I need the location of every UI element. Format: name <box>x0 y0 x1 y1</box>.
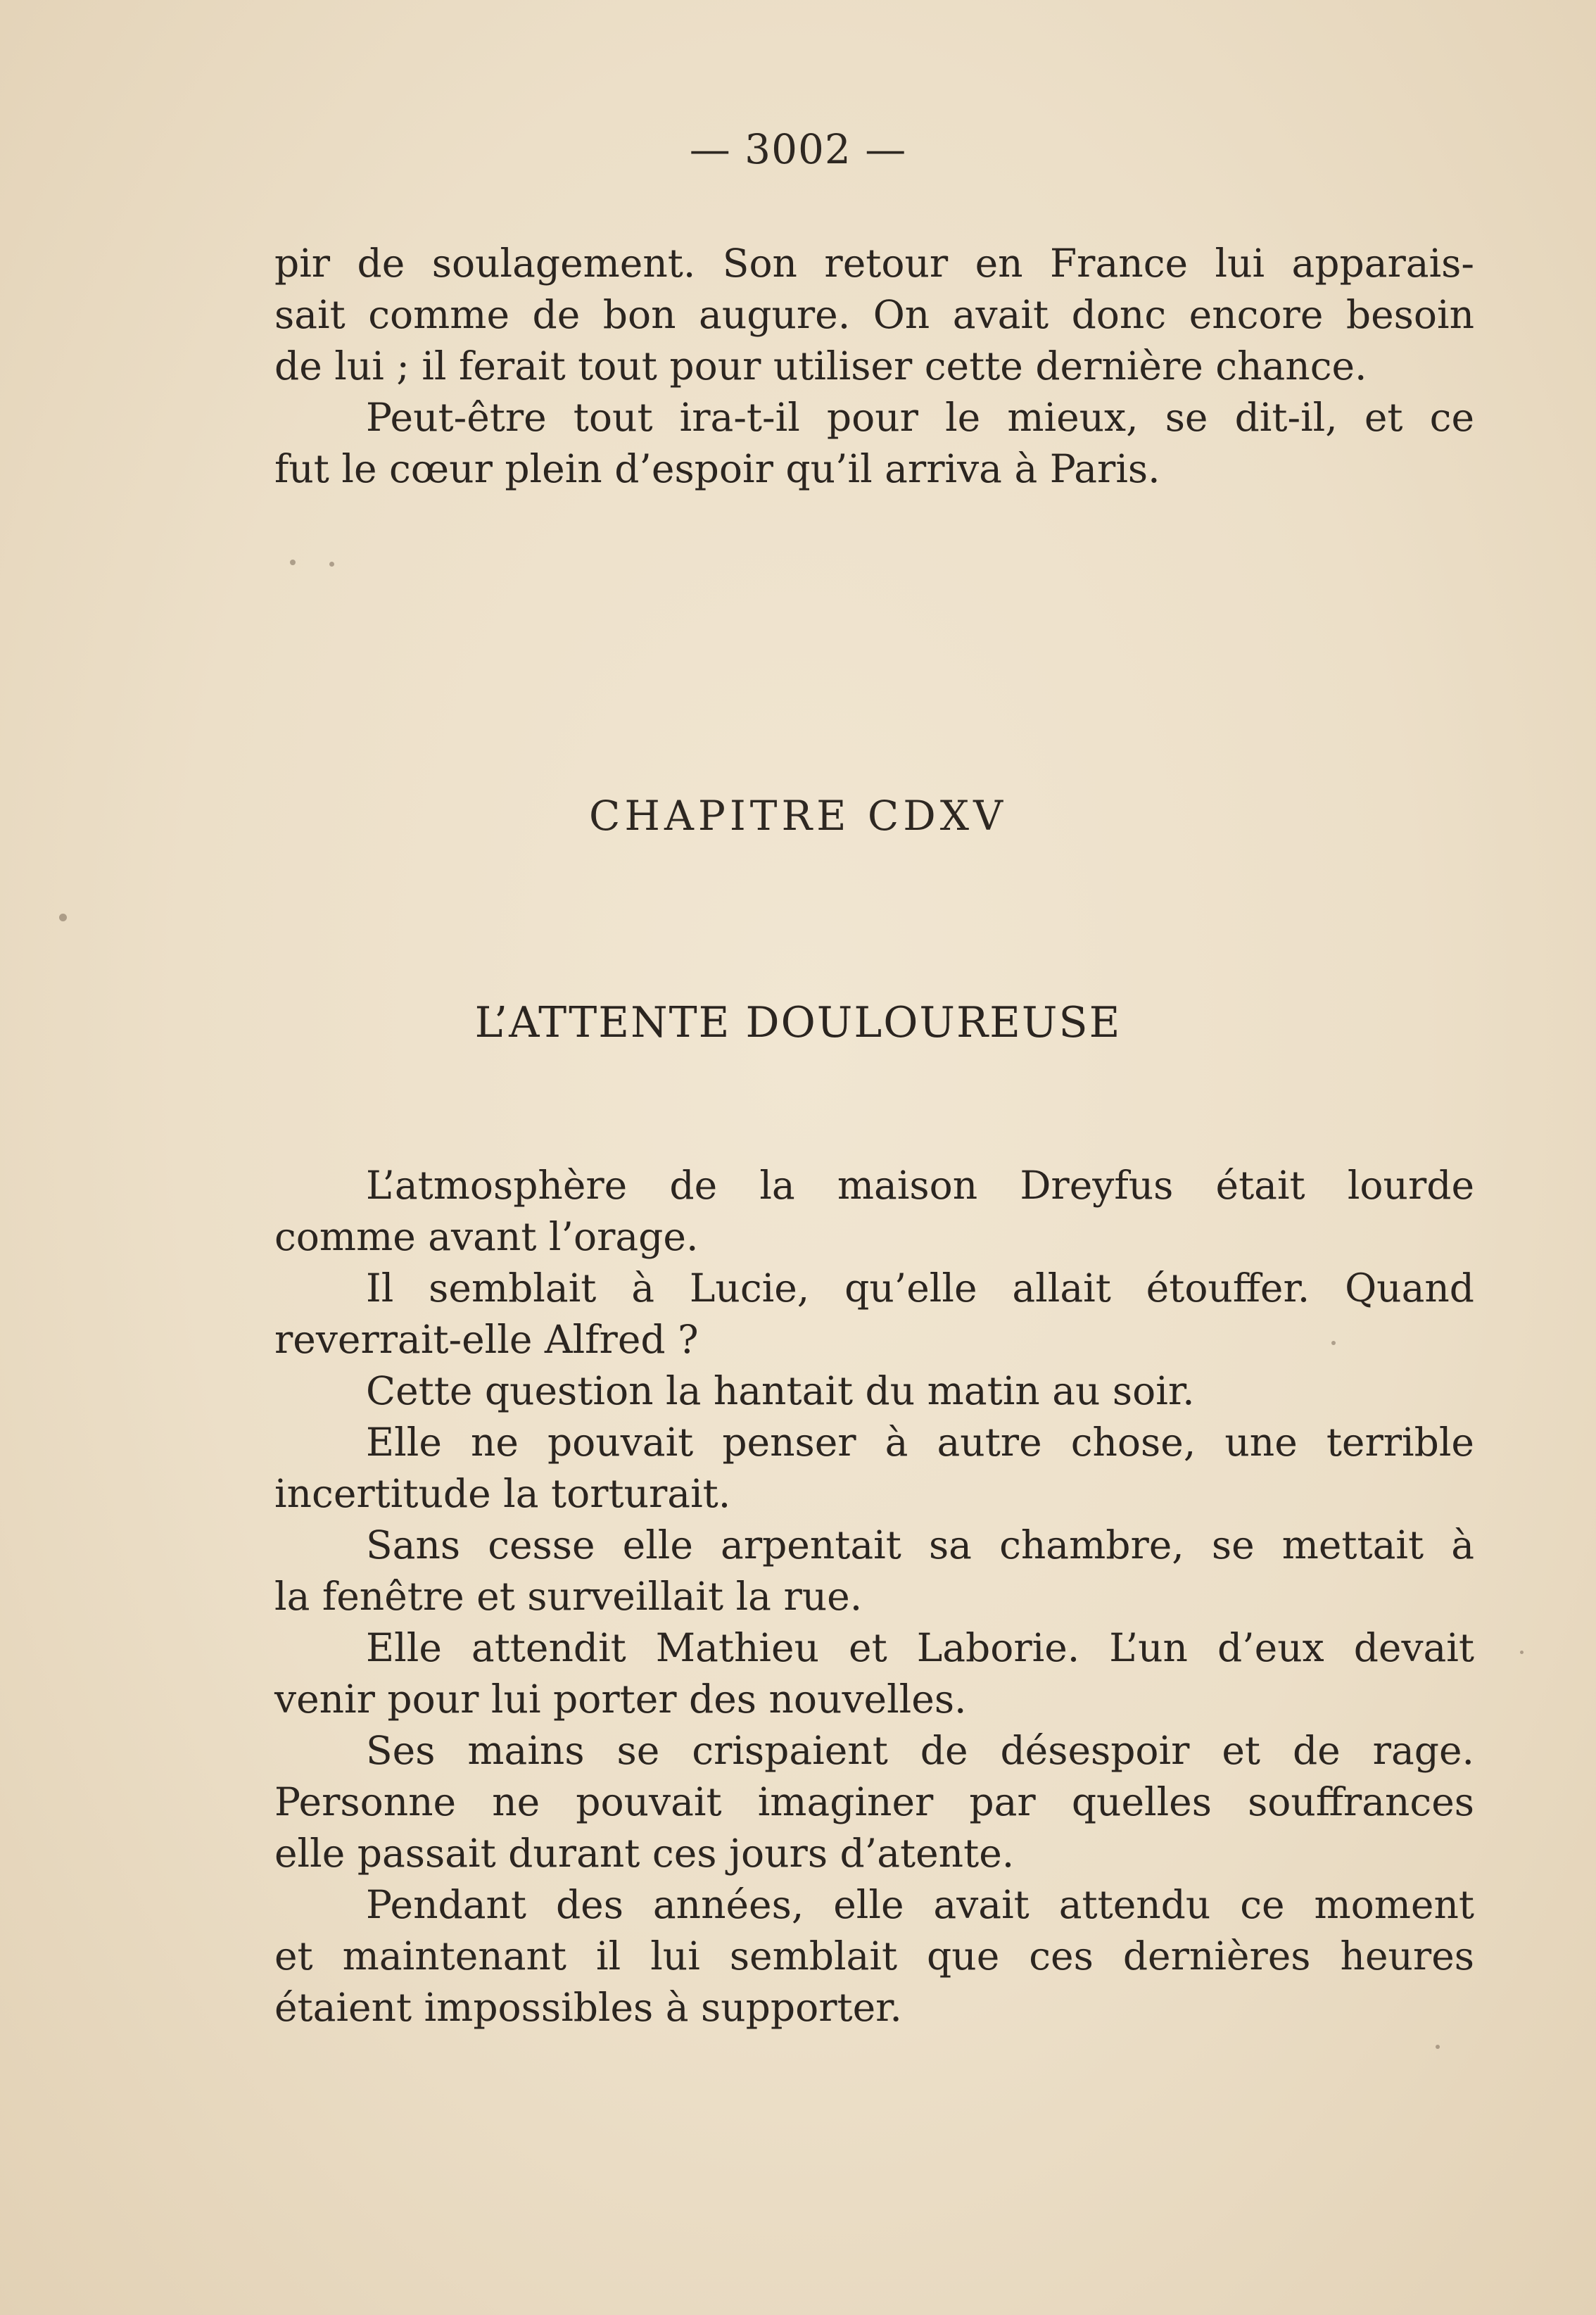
text-line: elle passait durant ces jours d’atente. <box>274 1831 1015 1876</box>
text-line: reverrait-elle Alfred ? <box>274 1317 699 1362</box>
text-line: Elle ne pouvait penser à autre chose, une terrible <box>366 1420 1474 1465</box>
text-line: fut le cœur plein d’espoir qu’il arriva à Paris. <box>274 446 1160 491</box>
paper-speck <box>1436 2045 1440 2049</box>
text-line: Cette question la hantait du matin au soir. <box>366 1368 1195 1413</box>
paper-speck <box>1331 1341 1336 1345</box>
text-line: venir pour lui porter des nouvelles. <box>274 1677 967 1722</box>
paper-speck <box>1520 1651 1524 1654</box>
continuation-text <box>274 238 1474 495</box>
text-line: comme avant l’orage. <box>274 1214 699 1259</box>
text-line: Personne ne pouvait imaginer par quelles souffrances <box>274 1779 1474 1824</box>
paper-speck <box>329 562 334 567</box>
text-line: de lui ; il ferait tout pour utiliser cette dernière chance. <box>274 343 1367 389</box>
chapter-number: CHAPITRE CDXV <box>589 792 1007 840</box>
text-line: L’atmosphère de la maison Dreyfus était lourde <box>366 1163 1474 1208</box>
paper-speck <box>290 560 296 565</box>
text-line: Pendant des années, elle avait attendu ce moment <box>366 1882 1474 1927</box>
chapter-title: L’ATTENTE DOULOUREUSE <box>474 998 1122 1047</box>
text-line: et maintenant il lui semblait que ces dernières heures <box>274 1934 1474 1979</box>
paper-speck <box>59 914 67 921</box>
text-line: Sans cesse elle arpentait sa chambre, se mettait à <box>366 1522 1474 1567</box>
text-line: incertitude la torturait. <box>274 1471 731 1516</box>
page-number: — 3002 — <box>689 125 907 173</box>
text-line: étaient impossibles à supporter. <box>274 1985 902 2030</box>
text-line: pir de soulagement. Son retour en France lui apparais- <box>274 241 1474 286</box>
chapter-body <box>274 1160 1474 2033</box>
text-line: Il semblait à Lucie, qu’elle allait étouffer. Quand <box>366 1266 1474 1311</box>
text-line: Ses mains se crispaient de désespoir et de rage. <box>366 1728 1474 1773</box>
text-line: Peut-être tout ira-t-il pour le mieux, se dit-il, et ce <box>366 395 1474 440</box>
text-line: sait comme de bon augure. On avait donc encore besoin <box>274 292 1474 337</box>
text-line: la fenêtre et surveillait la rue. <box>274 1574 863 1619</box>
text-line: Elle attendit Mathieu et Laborie. L’un d’eux devait <box>366 1625 1474 1670</box>
